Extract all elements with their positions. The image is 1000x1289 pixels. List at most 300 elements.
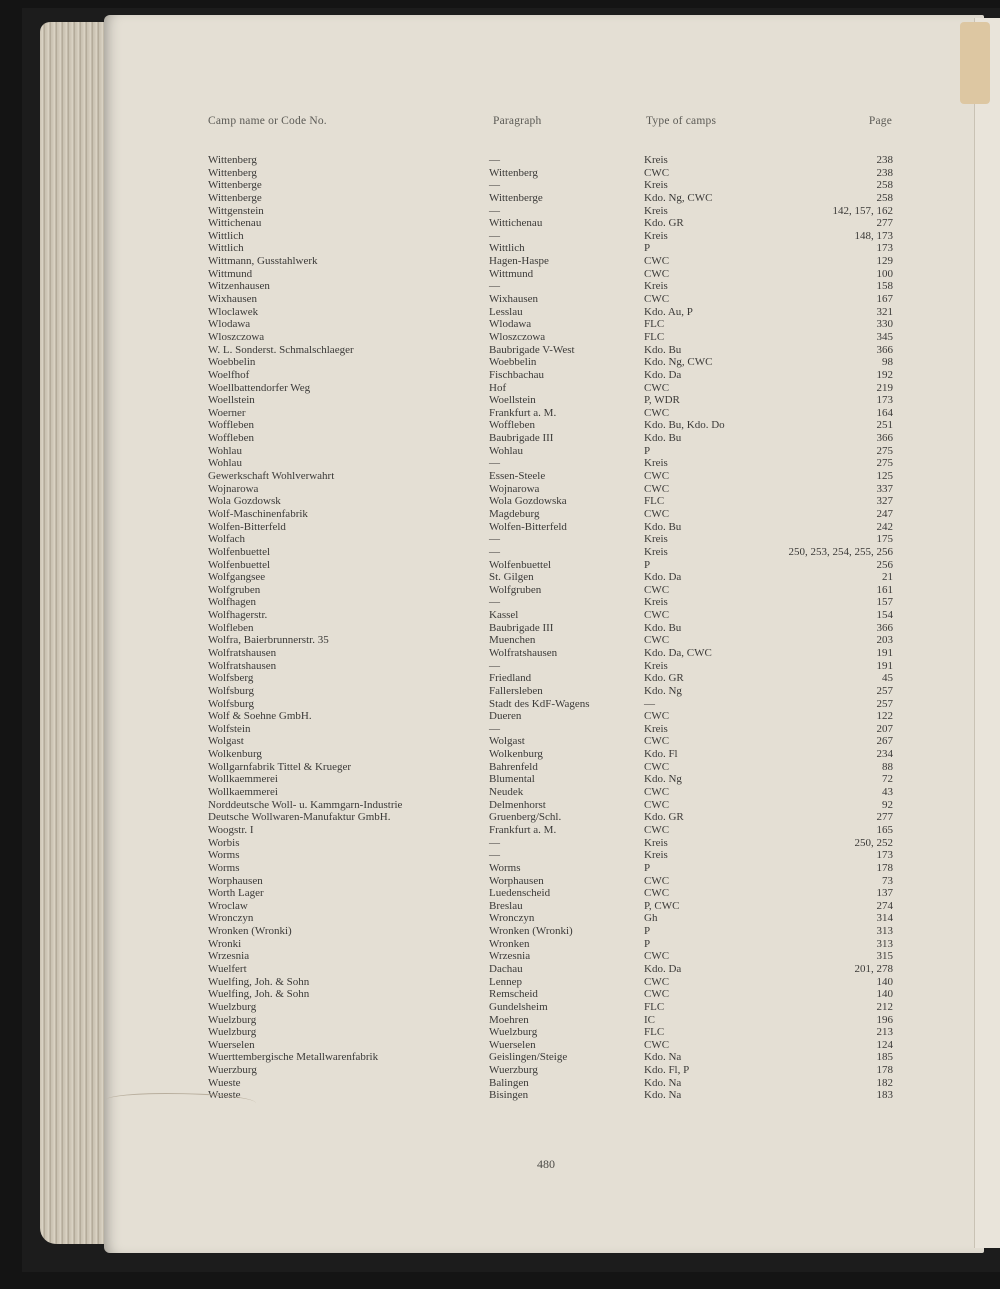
camp-name: Wuerttembergische Metallwarenfabrik bbox=[208, 1051, 379, 1064]
paragraph: — bbox=[489, 154, 500, 166]
table-row bbox=[0, 938, 1000, 951]
table-row bbox=[0, 963, 1000, 976]
page-ref: 192 bbox=[876, 368, 893, 381]
paragraph: Wolgast bbox=[489, 735, 525, 748]
page-ref: 158 bbox=[876, 280, 893, 293]
camp-type: CWC bbox=[644, 406, 670, 419]
camp-name: W. L. Sonderst. Schmalschlaeger bbox=[208, 343, 354, 356]
camp-type: CWC bbox=[644, 887, 670, 900]
camp-type: Kdo. Da, CWC bbox=[644, 646, 712, 659]
camp-type: CWC bbox=[644, 798, 670, 811]
paragraph: Wuerselen bbox=[489, 1038, 536, 1051]
camp-type: CWC bbox=[644, 710, 670, 723]
table-row bbox=[0, 394, 1000, 407]
page-ref: 122 bbox=[876, 710, 893, 723]
camp-name: Wittmann, Gusstahlwerk bbox=[208, 255, 318, 268]
paragraph: — bbox=[489, 836, 500, 849]
page-number: 480 bbox=[537, 1157, 555, 1171]
table-row bbox=[0, 356, 1000, 369]
camp-type: Kdo. Da bbox=[644, 963, 682, 975]
camp-name: Wrzesnia bbox=[208, 950, 250, 963]
page-ref: 258 bbox=[876, 179, 893, 192]
page-ref: 129 bbox=[876, 255, 893, 268]
table-row bbox=[0, 217, 1000, 230]
camp-name: Worms bbox=[208, 861, 240, 874]
table-row bbox=[0, 912, 1000, 925]
table-row bbox=[0, 596, 1000, 609]
table-row bbox=[0, 735, 1000, 748]
page-ref: 124 bbox=[876, 1038, 893, 1051]
page-ref: 173 bbox=[876, 849, 893, 862]
table-row bbox=[0, 685, 1000, 698]
camp-type: Kdo. Au, P bbox=[644, 305, 693, 318]
table-row bbox=[0, 1051, 1000, 1064]
paragraph: Blumental bbox=[489, 773, 535, 786]
camp-name: Wixhausen bbox=[208, 293, 258, 306]
page-ref: 178 bbox=[876, 1064, 893, 1077]
camp-name: Wolgast bbox=[208, 735, 244, 748]
page-ref: 250, 252 bbox=[854, 836, 893, 849]
camp-name: Wroclaw bbox=[208, 899, 248, 912]
page-ref: 45 bbox=[882, 672, 893, 685]
table-row bbox=[0, 887, 1000, 900]
paragraph: Moehren bbox=[489, 1013, 529, 1026]
camp-type: CWC bbox=[644, 470, 670, 483]
table-row bbox=[0, 533, 1000, 546]
page-ref: 256 bbox=[876, 558, 893, 571]
paragraph: Wolfratshausen bbox=[489, 646, 558, 659]
paragraph: — bbox=[489, 659, 500, 672]
camp-name: Wolfsburg bbox=[208, 697, 254, 710]
camp-type: FLC bbox=[644, 1026, 665, 1039]
paragraph: — bbox=[489, 457, 500, 470]
camp-name: Worth Lager bbox=[208, 887, 264, 900]
camp-name: Wolfratshausen bbox=[208, 646, 277, 659]
camp-name: Wueste bbox=[208, 1076, 241, 1089]
page-ref: 165 bbox=[876, 823, 893, 836]
camp-name: Wronczyn bbox=[208, 912, 254, 925]
paragraph: Kassel bbox=[489, 609, 519, 622]
camp-name: Wollgarnfabrik Tittel & Krueger bbox=[208, 760, 352, 773]
camp-name: Woellstein bbox=[208, 394, 255, 407]
camp-type: FLC bbox=[644, 318, 665, 331]
table-row bbox=[0, 1014, 1000, 1027]
paragraph: Lennep bbox=[489, 975, 522, 988]
camp-type: P bbox=[644, 242, 651, 255]
camp-name: Wolfratshausen bbox=[208, 659, 277, 672]
camp-name: Wuelfing, Joh. & Sohn bbox=[208, 975, 310, 988]
paragraph: Geislingen/Steige bbox=[489, 1051, 568, 1064]
page-ref: 275 bbox=[876, 457, 893, 470]
camp-type: CWC bbox=[644, 823, 670, 836]
camp-type: CWC bbox=[644, 760, 670, 773]
camp-name: Wolfhagerstr. bbox=[208, 609, 268, 622]
table-row bbox=[0, 849, 1000, 862]
camp-type: Kdo. GR bbox=[644, 672, 684, 685]
page-ref: 257 bbox=[876, 697, 893, 710]
camp-type: CWC bbox=[644, 583, 670, 596]
camp-type: FLC bbox=[644, 495, 665, 508]
paragraph: — bbox=[489, 849, 500, 862]
camp-type: FLC bbox=[644, 330, 665, 343]
camp-type: Kdo. Bu, Kdo. Do bbox=[644, 419, 725, 432]
paragraph: Wloszczowa bbox=[489, 330, 546, 343]
camp-name: Wittenberge bbox=[208, 179, 262, 192]
paragraph: Wolfgruben bbox=[489, 583, 542, 596]
camp-type: CWC bbox=[644, 975, 670, 988]
page-ref: 267 bbox=[876, 735, 893, 748]
camp-name: Wittgenstein bbox=[208, 204, 264, 217]
camp-type: CWC bbox=[644, 786, 670, 799]
camp-name: Wollkaemmerei bbox=[208, 786, 278, 799]
camp-name: Wittlich bbox=[208, 229, 244, 242]
page-ref: 73 bbox=[882, 874, 893, 887]
camp-name: Wuelfing, Joh. & Sohn bbox=[208, 988, 310, 1001]
camp-type: Kreis bbox=[644, 280, 668, 293]
page-ref: 277 bbox=[876, 811, 893, 824]
page-ref: 330 bbox=[876, 318, 893, 331]
camp-name: Norddeutsche Woll- u. Kammgarn-Industrie bbox=[208, 798, 403, 811]
camp-type: P bbox=[644, 937, 651, 950]
torn-paper-edge bbox=[106, 1093, 256, 1110]
page-ref: 182 bbox=[876, 1076, 893, 1089]
camp-type: CWC bbox=[644, 482, 670, 495]
page-ref: 315 bbox=[876, 950, 893, 963]
paragraph: Wola Gozdowska bbox=[489, 495, 567, 508]
page-ref: 366 bbox=[876, 621, 893, 634]
camp-type: Kdo. Ng, CWC bbox=[644, 191, 713, 204]
camp-type: CWC bbox=[644, 735, 670, 748]
camp-name: Wuerselen bbox=[208, 1038, 255, 1051]
page-ref: 140 bbox=[876, 988, 893, 1001]
camp-type: Kdo. GR bbox=[644, 811, 684, 824]
table-row bbox=[0, 710, 1000, 723]
paragraph: Lesslau bbox=[489, 305, 523, 318]
camp-type: CWC bbox=[644, 950, 670, 963]
paragraph: Baubrigade V-West bbox=[489, 343, 575, 356]
camp-type: Kreis bbox=[644, 596, 668, 609]
camp-type: Kreis bbox=[644, 179, 668, 192]
table-row bbox=[0, 445, 1000, 458]
camp-name: Wolfenbuettel bbox=[208, 545, 271, 558]
camp-name: Woellbattendorfer Weg bbox=[208, 381, 311, 394]
camp-type: Kdo. Na bbox=[644, 1051, 682, 1064]
camp-type: Kreis bbox=[644, 533, 668, 546]
camp-name: Wolkenburg bbox=[208, 748, 262, 761]
camp-name: Wolf-Maschinenfabrik bbox=[208, 507, 308, 520]
paragraph: Hagen-Haspe bbox=[489, 255, 549, 268]
page-ref: 257 bbox=[876, 684, 893, 697]
table-row bbox=[0, 811, 1000, 824]
table-row bbox=[0, 660, 1000, 673]
camp-type: CWC bbox=[644, 874, 670, 887]
table-row bbox=[0, 470, 1000, 483]
paragraph: — bbox=[489, 533, 500, 546]
table-row bbox=[0, 988, 1000, 1001]
table-row bbox=[0, 382, 1000, 395]
table-row bbox=[0, 154, 1000, 167]
camp-name: Wolfgangsee bbox=[208, 571, 266, 584]
paragraph: Wuelzburg bbox=[489, 1026, 538, 1039]
page-ref: 247 bbox=[876, 507, 893, 520]
paragraph: Woellstein bbox=[489, 394, 536, 407]
table-row bbox=[0, 230, 1000, 243]
paragraph: Worms bbox=[489, 861, 521, 874]
table-row bbox=[0, 1001, 1000, 1014]
camp-type: CWC bbox=[644, 255, 670, 268]
table-row bbox=[0, 1064, 1000, 1077]
page-ref: 201, 278 bbox=[854, 963, 893, 975]
page-ref: 154 bbox=[876, 609, 893, 622]
page-ref: 196 bbox=[876, 1013, 893, 1026]
table-row bbox=[0, 192, 1000, 205]
paragraph: Stadt des KdF-Wagens bbox=[489, 697, 590, 710]
paragraph: Fischbachau bbox=[489, 368, 544, 381]
camp-type: CWC bbox=[644, 267, 670, 280]
page-ref: 314 bbox=[876, 912, 893, 925]
table-row bbox=[0, 647, 1000, 660]
paragraph: Baubrigade III bbox=[489, 621, 554, 634]
paragraph: — bbox=[489, 280, 500, 293]
table-row bbox=[0, 976, 1000, 989]
table-row bbox=[0, 1077, 1000, 1090]
page-ref: 185 bbox=[876, 1051, 893, 1064]
camp-type: Kdo. Na bbox=[644, 1076, 682, 1089]
paragraph: Woffleben bbox=[489, 419, 535, 432]
paragraph: Wlodawa bbox=[489, 318, 532, 331]
table-row bbox=[0, 344, 1000, 357]
page-ref: 173 bbox=[876, 394, 893, 407]
camp-name: Wueste bbox=[208, 1089, 241, 1102]
paragraph: Frankfurt a. M. bbox=[489, 406, 557, 419]
camp-name: Wolfach bbox=[208, 533, 245, 546]
table-row bbox=[0, 293, 1000, 306]
page-ref: 183 bbox=[876, 1089, 893, 1102]
page-ref: 161 bbox=[876, 583, 893, 596]
paragraph: Wittichenau bbox=[489, 217, 543, 230]
page-ref: 98 bbox=[882, 356, 893, 369]
page-ref: 191 bbox=[876, 659, 893, 672]
camp-name: Wolfenbuettel bbox=[208, 558, 271, 571]
camp-type: CWC bbox=[644, 988, 670, 1001]
camp-name: Worms bbox=[208, 849, 240, 862]
table-row bbox=[0, 698, 1000, 711]
header-paragraph: Paragraph bbox=[493, 115, 542, 127]
table-row bbox=[0, 875, 1000, 888]
page-ref: 274 bbox=[876, 899, 893, 912]
camp-name: Wojnarowa bbox=[208, 482, 259, 495]
table-row bbox=[0, 280, 1000, 293]
camp-name: Gewerkschaft Wohlverwahrt bbox=[208, 470, 335, 483]
camp-name: Wolfhagen bbox=[208, 596, 256, 609]
camp-type: Kreis bbox=[644, 659, 668, 672]
table-row bbox=[0, 559, 1000, 572]
paragraph: Baubrigade III bbox=[489, 432, 554, 445]
camp-type: P bbox=[644, 444, 651, 457]
paragraph: Luedenscheid bbox=[489, 887, 551, 900]
page-ref: 366 bbox=[876, 343, 893, 356]
camp-type: Kdo. Bu bbox=[644, 343, 682, 356]
camp-type: Kreis bbox=[644, 229, 668, 242]
paragraph: Neudek bbox=[489, 786, 524, 799]
camp-name: Wolfstein bbox=[208, 722, 251, 735]
paragraph: St. Gilgen bbox=[489, 571, 534, 584]
table-row bbox=[0, 432, 1000, 445]
table-row bbox=[0, 331, 1000, 344]
camp-type: Gh bbox=[644, 912, 658, 925]
camp-name: Wolfleben bbox=[208, 621, 254, 634]
camp-name: Wittlich bbox=[208, 242, 244, 255]
camp-name: Wittichenau bbox=[208, 217, 262, 230]
paragraph: Hof bbox=[489, 381, 507, 394]
paragraph: Wronken (Wronki) bbox=[489, 925, 573, 938]
paragraph: Wojnarowa bbox=[489, 482, 540, 495]
table-row bbox=[0, 407, 1000, 420]
camp-name: Woffleben bbox=[208, 419, 254, 432]
table-row bbox=[0, 571, 1000, 584]
page-ref: 345 bbox=[876, 330, 893, 343]
camp-name: Wuerzburg bbox=[208, 1064, 257, 1077]
page-ref: 238 bbox=[876, 166, 893, 179]
table-row bbox=[0, 584, 1000, 597]
table-row bbox=[0, 748, 1000, 761]
paragraph: Frankfurt a. M. bbox=[489, 823, 557, 836]
camp-name: Wuelzburg bbox=[208, 1026, 257, 1039]
page-ref: 251 bbox=[876, 419, 893, 432]
paragraph: — bbox=[489, 179, 500, 192]
camp-type: CWC bbox=[644, 634, 670, 647]
table-row bbox=[0, 723, 1000, 736]
paragraph: Wrzesnia bbox=[489, 950, 531, 963]
paragraph: Breslau bbox=[489, 899, 523, 912]
page-ref: 238 bbox=[876, 154, 893, 166]
camp-type: Kdo. GR bbox=[644, 217, 684, 230]
paragraph: Remscheid bbox=[489, 988, 538, 1001]
page-ref: 242 bbox=[876, 520, 893, 533]
table-row bbox=[0, 457, 1000, 470]
paragraph: Balingen bbox=[489, 1076, 529, 1089]
camp-type: CWC bbox=[644, 293, 670, 306]
table-row bbox=[0, 634, 1000, 647]
camp-name: Wola Gozdowsk bbox=[208, 495, 281, 508]
paragraph: Wronken bbox=[489, 937, 530, 950]
table-row bbox=[0, 950, 1000, 963]
paragraph: Wittlich bbox=[489, 242, 525, 255]
page-ref: 148, 173 bbox=[854, 229, 893, 242]
camp-type: Kdo. Ng bbox=[644, 684, 682, 697]
camp-type: IC bbox=[644, 1013, 655, 1026]
page-ref: 277 bbox=[876, 217, 893, 230]
camp-type: Kdo. Na bbox=[644, 1089, 682, 1102]
camp-name: Wittenberg bbox=[208, 166, 257, 179]
page-ref: 72 bbox=[882, 773, 893, 786]
page-ref: 178 bbox=[876, 861, 893, 874]
paragraph: Wolkenburg bbox=[489, 748, 543, 761]
camp-name: Wronki bbox=[208, 937, 242, 950]
paragraph: Delmenhorst bbox=[489, 798, 546, 811]
table-row bbox=[0, 369, 1000, 382]
camp-name: Wolfgruben bbox=[208, 583, 261, 596]
table-row bbox=[0, 508, 1000, 521]
page-ref: 219 bbox=[876, 381, 893, 394]
camp-name: Wuelfert bbox=[208, 963, 247, 975]
paragraph: Bisingen bbox=[489, 1089, 529, 1102]
paragraph: — bbox=[489, 596, 500, 609]
camp-type: Kdo. Bu bbox=[644, 432, 682, 445]
camp-name: Wittenberg bbox=[208, 154, 257, 166]
camp-name: Wolfsberg bbox=[208, 672, 254, 685]
camp-type: CWC bbox=[644, 381, 670, 394]
page-ref: 142, 157, 162 bbox=[832, 204, 893, 217]
table-row bbox=[0, 824, 1000, 837]
camp-name: Wolfra, Baierbrunnerstr. 35 bbox=[208, 634, 329, 647]
page-ref: 175 bbox=[876, 533, 893, 546]
table-row bbox=[0, 1026, 1000, 1039]
table-row bbox=[0, 546, 1000, 559]
page-ref: 207 bbox=[876, 722, 893, 735]
table-row bbox=[0, 672, 1000, 685]
camp-type: Kreis bbox=[644, 722, 668, 735]
paragraph: Wittmund bbox=[489, 267, 534, 280]
paragraph: Gruenberg/Schl. bbox=[489, 811, 562, 824]
camp-name: Worbis bbox=[208, 836, 240, 849]
table-row bbox=[0, 318, 1000, 331]
page-ref: 21 bbox=[882, 571, 893, 584]
table-row bbox=[0, 306, 1000, 319]
paragraph: Gundelsheim bbox=[489, 1000, 548, 1013]
camp-type: Kdo. Fl bbox=[644, 748, 678, 761]
table-row bbox=[0, 761, 1000, 774]
camp-type: P bbox=[644, 558, 651, 571]
camp-name: Woelfhof bbox=[208, 368, 250, 381]
camp-name: Woebbelin bbox=[208, 356, 256, 369]
camp-name: Wuelzburg bbox=[208, 1000, 257, 1013]
paragraph: Magdeburg bbox=[489, 507, 540, 520]
table-row bbox=[0, 622, 1000, 635]
table-row bbox=[0, 773, 1000, 786]
camp-type: Kdo. Ng, CWC bbox=[644, 356, 713, 369]
page-ref: 275 bbox=[876, 444, 893, 457]
camp-type: Kdo. Da bbox=[644, 368, 682, 381]
paragraph: Fallersleben bbox=[489, 684, 543, 697]
camp-name: Wloclawek bbox=[208, 305, 259, 318]
page-ref: 213 bbox=[876, 1026, 893, 1039]
camp-name: Wolfen-Bitterfeld bbox=[208, 520, 286, 533]
camp-name: Woerner bbox=[208, 406, 246, 419]
page-ref: 140 bbox=[876, 975, 893, 988]
paragraph: Dachau bbox=[489, 963, 523, 975]
camp-type: Kdo. Bu bbox=[644, 520, 682, 533]
table-row bbox=[0, 1039, 1000, 1052]
page-ref: 164 bbox=[876, 406, 893, 419]
page-ref: 100 bbox=[876, 267, 893, 280]
paragraph: Bahrenfeld bbox=[489, 760, 538, 773]
paragraph: Wittenberg bbox=[489, 166, 538, 179]
page-ref: 92 bbox=[882, 798, 893, 811]
page-ref: 43 bbox=[882, 786, 893, 799]
camp-name: Witzenhausen bbox=[208, 280, 270, 293]
page-ref: 250, 253, 254, 255, 256 bbox=[788, 545, 893, 558]
paragraph: Wittenberge bbox=[489, 191, 543, 204]
page-ref: 203 bbox=[876, 634, 893, 647]
page-ref: 321 bbox=[876, 305, 893, 318]
paragraph: Muenchen bbox=[489, 634, 536, 647]
paragraph: Wuerzburg bbox=[489, 1064, 538, 1077]
paragraph: — bbox=[489, 722, 500, 735]
camp-type: CWC bbox=[644, 166, 670, 179]
page-ref: 88 bbox=[882, 760, 893, 773]
page-ref: 258 bbox=[876, 191, 893, 204]
